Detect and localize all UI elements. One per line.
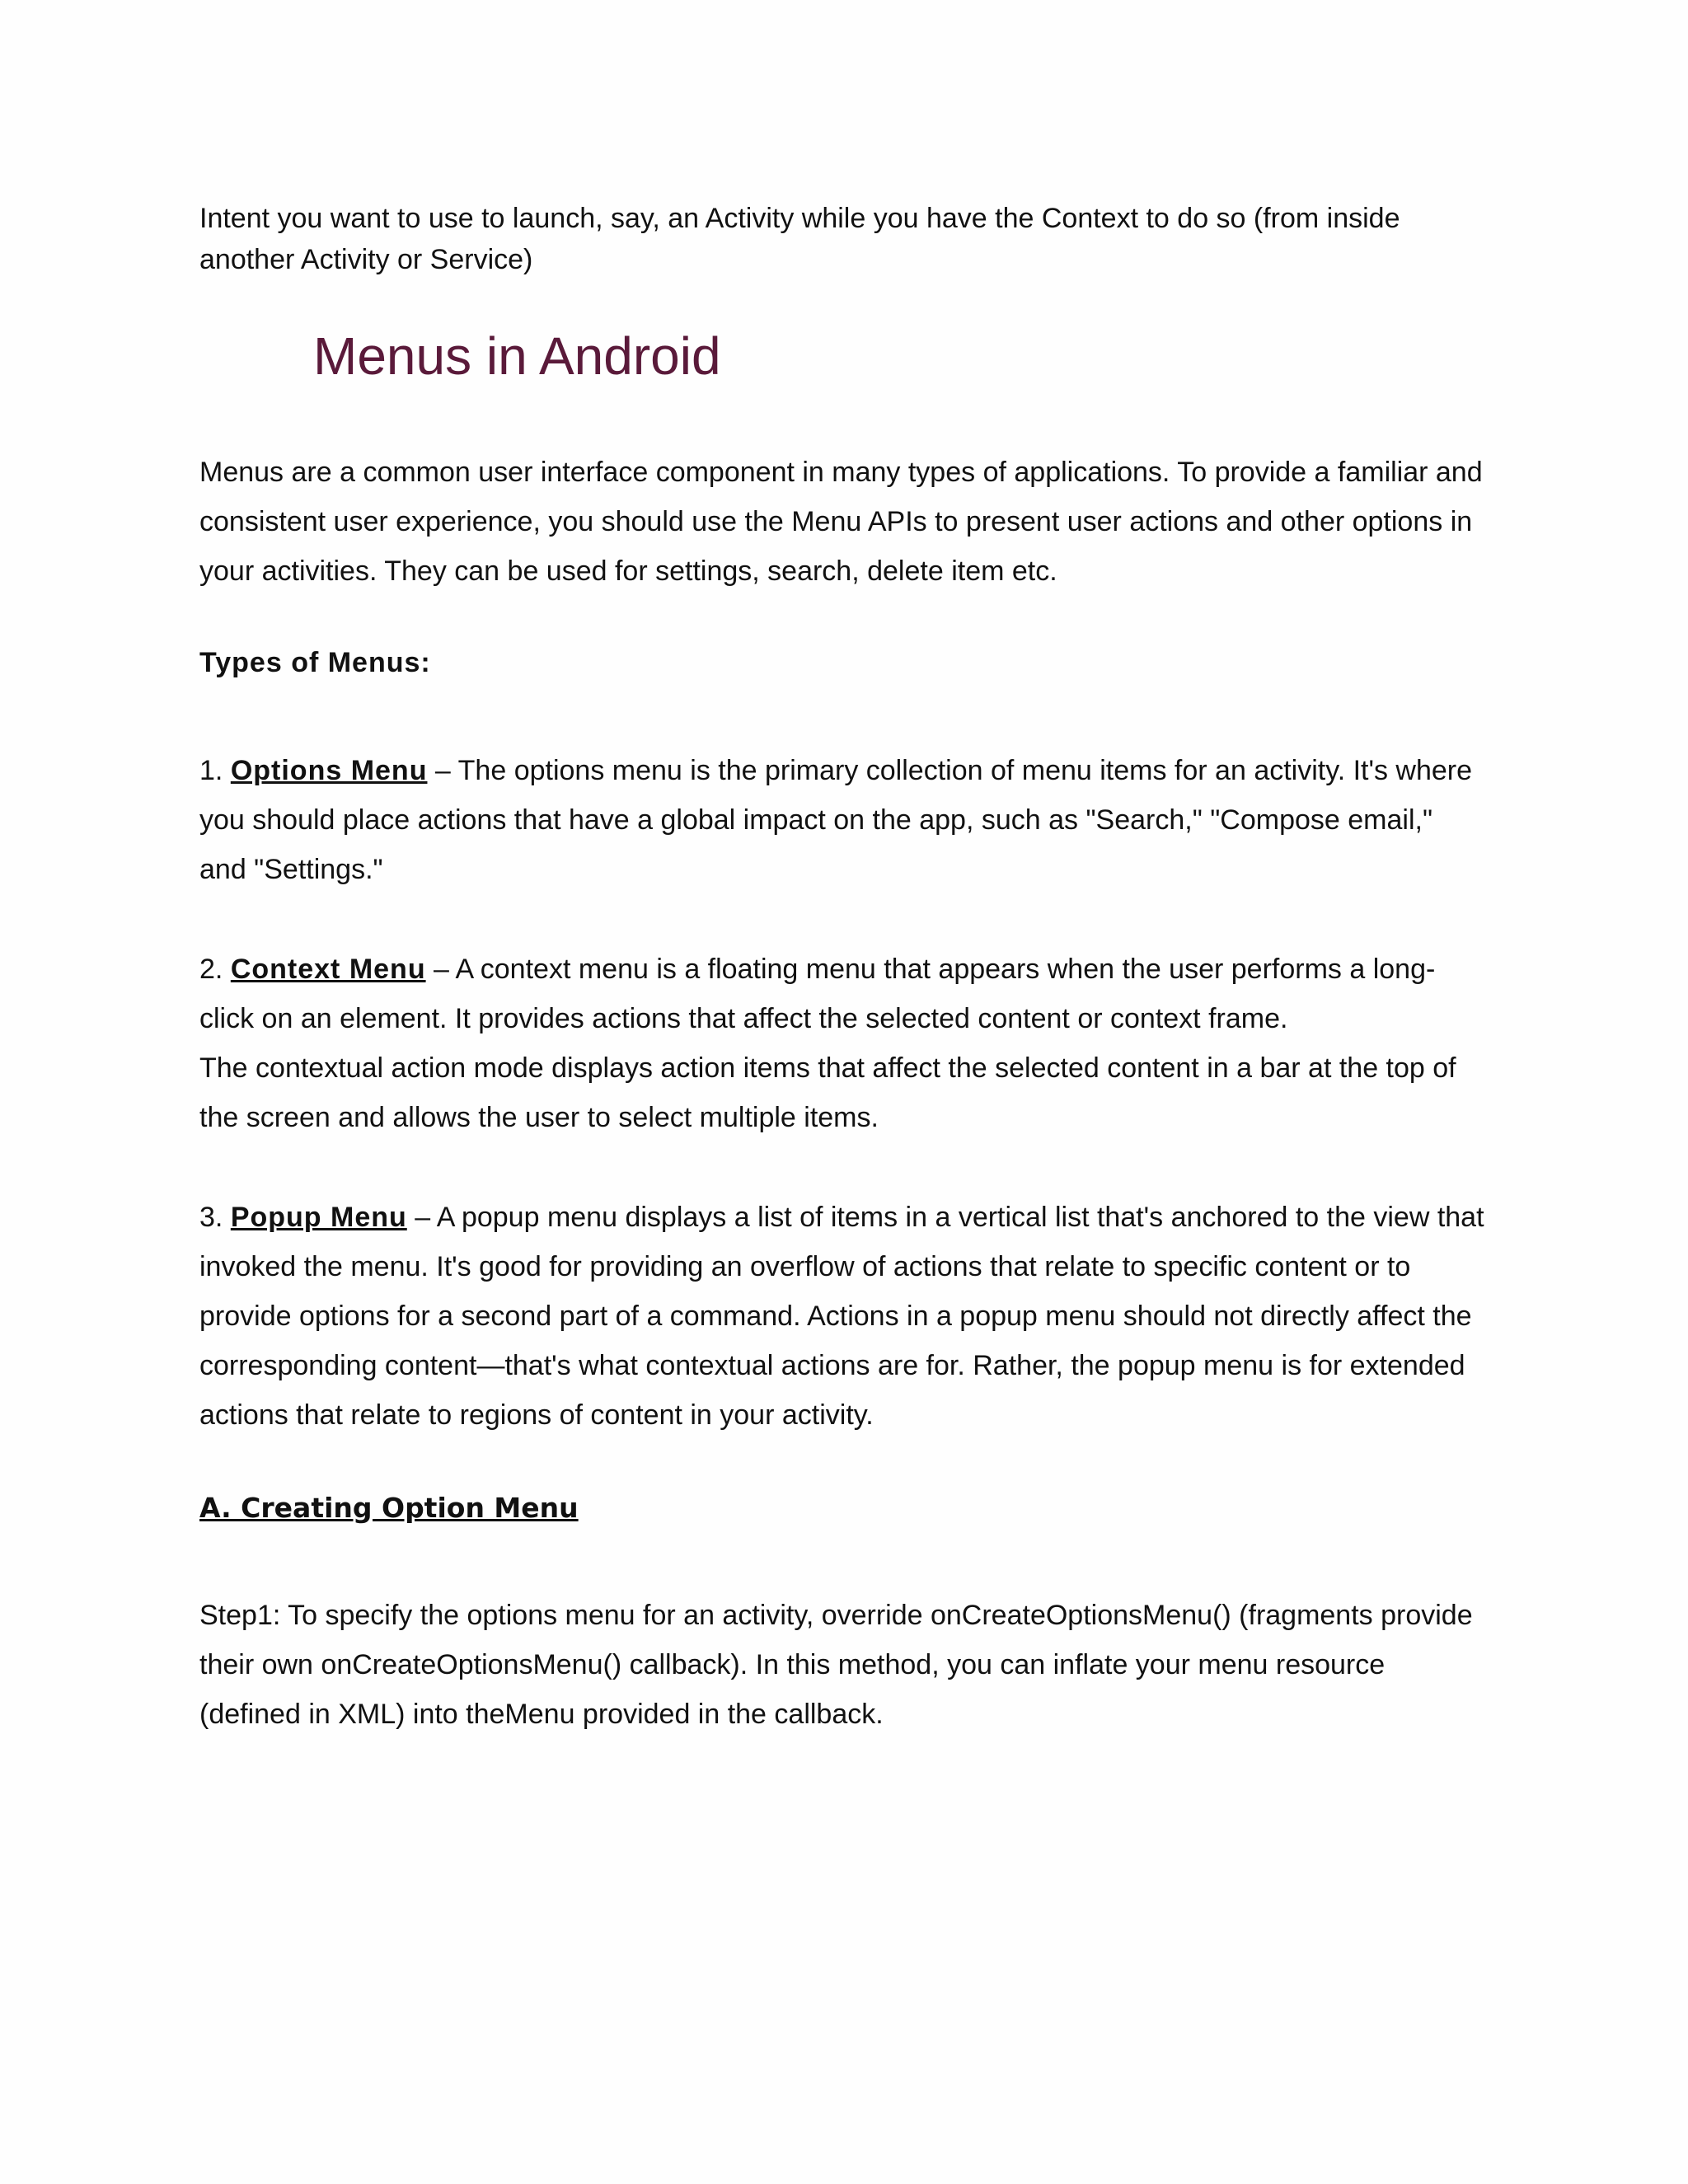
context-menu-paragraph [199, 944, 1485, 1142]
contextual-action-text: The contextual action mode displays action items that affect the selected content in a bar at the top of the screen and allows the user to select multiple items. [199, 1052, 1456, 1133]
options-number: 1. [199, 755, 231, 786]
menus-paragraph: Menus are a common user interface component in many types of applications. To provide a familiar and consistent user experience, you should use the Menu APIs to present user actions and other options in your activities. They can be used for settings, search, delete item etc. [199, 457, 1483, 587]
options-menu-text: – The options menu is the primary collection of menu items for an activity. It's where you should place actions that have a global impact on the app, such as "Search," "Compose email," and "Settings." [199, 755, 1473, 885]
popup-menu-term: Popup Menu [230, 1202, 407, 1233]
popup-menu-text: – A popup menu displays a list of items in a vertical list that's anchored to the view that invoked the menu. It's good for providing an overflow of actions that relate to specific content or to provide options for a second part of a command. Actions in a popup menu should not directly affect the corresponding content—that's what contextual actions are for. Rather, the popup menu is for extended actions that relate to regions of content in your activity. [199, 1202, 1484, 1431]
intro-paragraph: Intent you want to use to launch, say, an Activity while you have the Context to do so (from inside another Activity or Service) [199, 203, 1400, 275]
step1-paragraph: Step1: To specify the options menu for an activity, override onCreateOptionsMenu() (fragments provide their own onCreateOptionsMenu() callback). In this method, you can inflate your menu resource (defined in XML) into theMenu provided in the callback. [199, 1600, 1473, 1730]
context-menu-text: – A context menu is a floating menu that appears when the user performs a long-click on an element. It provides actions that affect the selected content or context frame. [199, 954, 1436, 1034]
options-menu-term: Options Menu [230, 755, 428, 786]
context-menu-term: Context Menu [230, 954, 426, 985]
popup-menu-paragraph [199, 1193, 1485, 1440]
types-heading: Types of Menus: [199, 647, 431, 678]
page-title: Menus in Android [313, 326, 721, 386]
context-number: 2. [199, 954, 231, 985]
options-menu-paragraph [199, 746, 1485, 894]
popup-number: 3. [199, 1202, 231, 1233]
creating-option-menu-heading: A. Creating Option Menu [199, 1492, 579, 1524]
